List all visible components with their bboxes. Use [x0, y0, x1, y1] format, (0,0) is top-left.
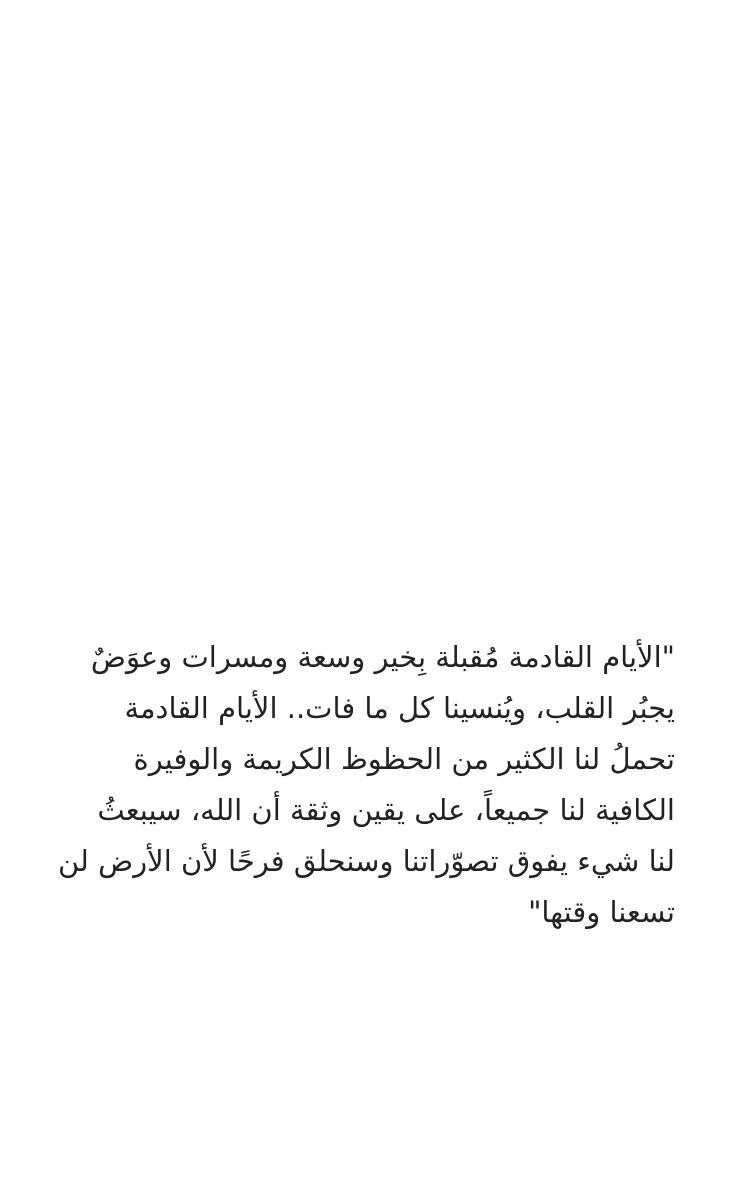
quote-line-3: تحملُ لنا الكثير من الحظوظ الكريمة والوفيرة: [133, 742, 675, 776]
quote-line-4: الكافية لنا جميعاً، على يقين وثقة أن الله، سيبعثُ: [97, 793, 675, 827]
quote-line-1: "الأيام القادمة مُقبلة بِخير وسعة ومسرات وعوَضٌ: [90, 640, 675, 674]
quote-text-block: [57, 632, 675, 938]
quote-line-2: يجبُر القلب، ويُنسينا كل ما فات.. الأيام القادمة: [124, 691, 675, 725]
quote-line-5: لنا شيء يفوق تصوّراتنا وسنحلق فرحًا لأن الأرض لن: [57, 844, 675, 878]
quote-line-6: تسعنا وقتها": [528, 895, 675, 929]
